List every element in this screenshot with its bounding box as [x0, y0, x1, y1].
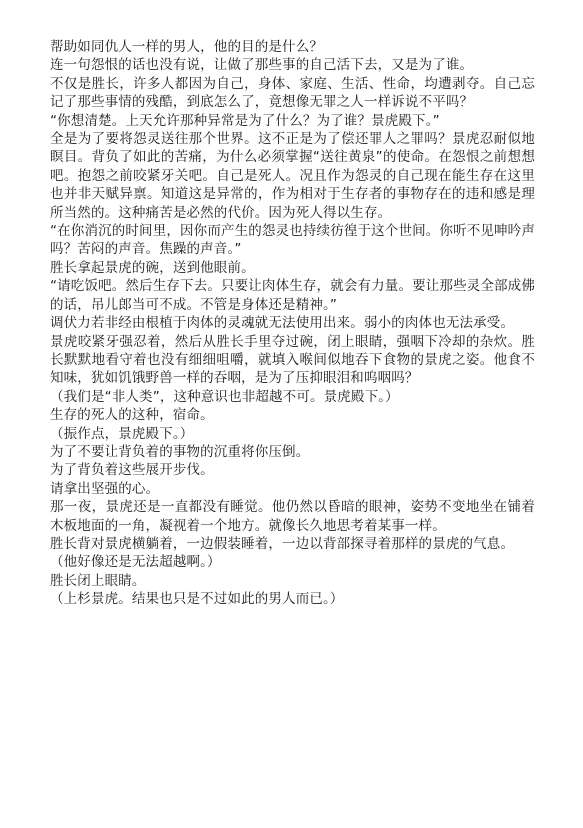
- paragraph: （他好像还是无法超越啊。）: [50, 554, 221, 571]
- paragraph: 连一句怨恨的话也没有说，让做了那些事的自己活下去，又是为了谁。: [50, 57, 474, 74]
- paragraph: 生存的死人的这种，宿命。: [50, 407, 214, 424]
- paragraph: 那一夜，景虎还是一直都没有睡觉。他仍然以昏暗的眼神，姿势不变地坐在铺着木板地面的一角，凝视着一个地方。就像长久地思考着某事一样。: [50, 499, 535, 534]
- paragraph: 全是为了要将怨灵送往那个世界。这不正是为了偿还罪人之罪吗？景虎忍耐似地瞑目。背负了如此的苦痛，为什么必须掌握“送往黄泉”的使命。在怨恨之前想想吧。抱怨之前咬紧牙关吧。自己是死人。况且作为怨灵的自己现在能生存在这里也并非天赋异禀。知道这是异常的，作为相对于生存者的事物存在的违和感是理所当然的。这种痛苦是必然的代价。因为死人得以生存。: [50, 131, 535, 221]
- paragraph: （振作点，景虎殿下。）: [50, 425, 194, 442]
- paragraph: 胜长背对景虎横躺着，一边假装睡着，一边以背部探寻着那样的景虎的气息。: [50, 535, 515, 552]
- paragraph: 为了不要让背负着的事物的沉重将你压倒。: [50, 443, 310, 460]
- paragraph: 胜长拿起景虎的碗，送到他眼前。: [50, 259, 255, 276]
- paragraph: 帮助如同仇人一样的男人，他的目的是什么？: [50, 39, 323, 55]
- paragraph: 为了背负着这些展开步伐。: [50, 462, 214, 479]
- paragraph: （上杉景虎。结果也只是不过如此的男人而已。）: [50, 591, 344, 608]
- paragraph: “在你消沉的时间里，因你而产生的怨灵也持续彷徨于这个世间。你听不见呻吟声吗？苦闷的声音。焦躁的声音。”: [50, 223, 535, 258]
- paragraph: “请吃饭吧。然后生存下去。只要让肉体生存，就会有力量。要让那些灵全部成佛的话，吊儿郎当可不成。不管是身体还是精神。”: [50, 278, 535, 313]
- document-body: [50, 38, 535, 609]
- paragraph: （我们是“非人类”，这种意识也非超越不可。景虎殿下。）: [50, 388, 399, 405]
- paragraph: 请拿出坚强的心。: [50, 480, 160, 497]
- paragraph: 调伏力若非经由根植于肉体的灵魂就无法使用出来。弱小的肉体也无法承受。: [50, 315, 515, 332]
- paragraph: 不仅是胜长，许多人都因为自己，身体、家庭、生活、性命，均遭剥夺。自己忘记了那些事情的残酷，到底怎么了，竟想像无罪之人一样诉说不平吗？: [50, 75, 535, 111]
- paragraph: 胜长闭上眼睛。: [50, 572, 146, 589]
- paragraph: “你想清楚。上天允许那种异常是为了什么？为了谁？景虎殿下。”: [50, 112, 440, 129]
- paragraph: 景虎咬紧牙强忍着，然后从胜长手里夺过碗，闭上眼睛，强咽下冷却的杂炊。胜长默默地看守着也没有细细咀嚼，就填入喉间似地吞下食物的景虎之姿。他食不知味，犹如饥饿野兽一样的吞咽，是为了压抑眼泪和呜咽吗？: [50, 333, 535, 387]
